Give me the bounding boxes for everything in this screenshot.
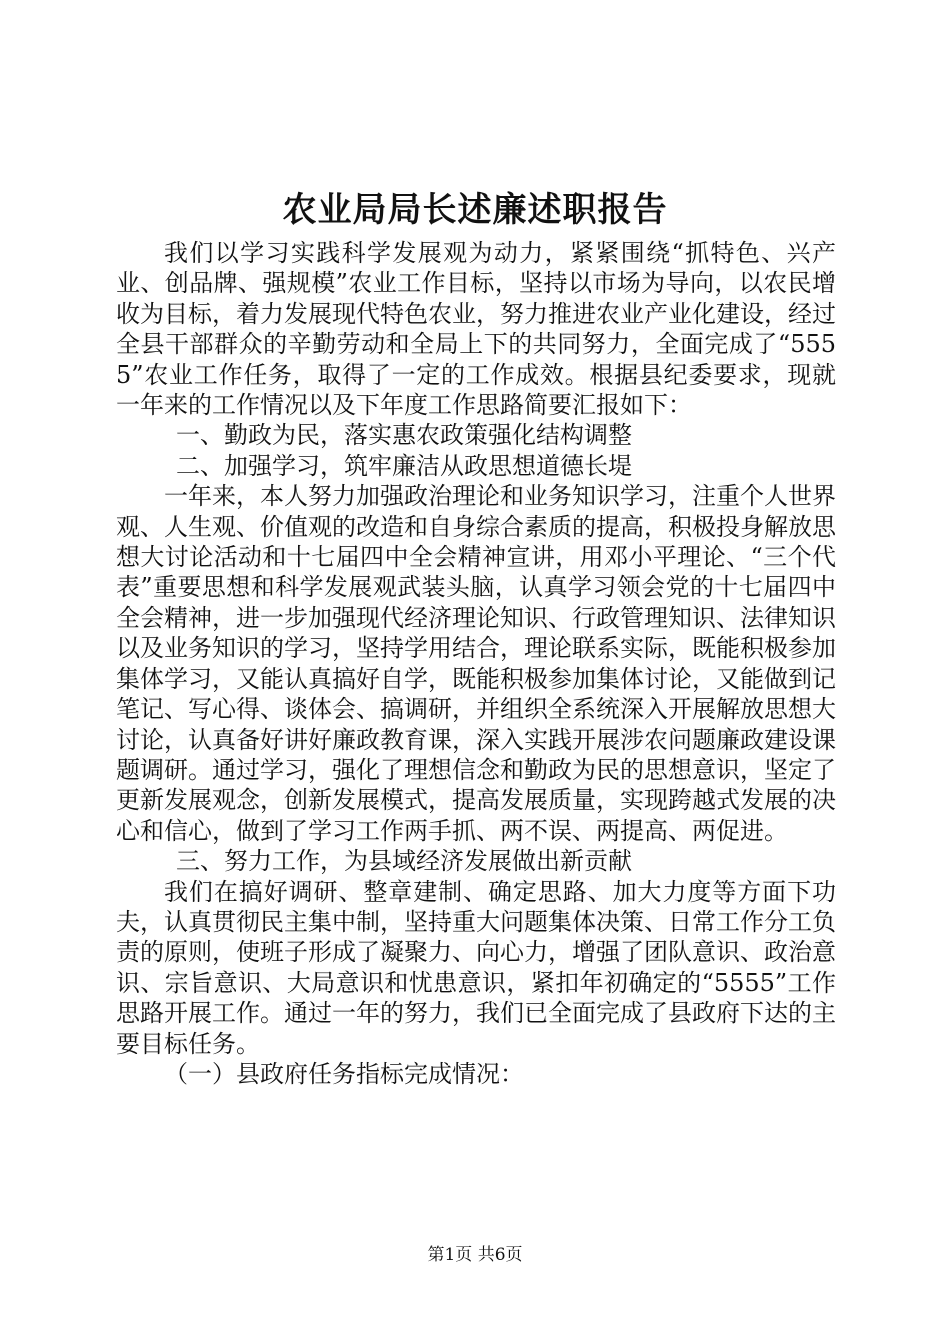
document-body — [116, 238, 836, 1089]
document-title: 农业局局长述廉述职报告 — [282, 190, 668, 230]
section-heading-3: 三、努力工作，为县域经济发展做出新贡献 — [176, 847, 632, 876]
section-heading-1: 一、勤政为民，落实惠农政策强化结构调整 — [176, 421, 632, 450]
subsection-heading-1: （一）县政府任务指标完成情况： — [164, 1059, 524, 1088]
section-heading-2: 二、加强学习，筑牢廉洁从政思想道德长堤 — [176, 451, 632, 480]
study-paragraph: 一年来，本人努力加强政治理论和业务知识学习，注重个人世界观、人生观、价值观的改造和自身综合素质的提高，积极投身解放思想大讨论活动和十七届四中全会精神宣讲，用邓小平理论、“三个代表”重要思想和科学发展观武装头脑，认真学习领会党的十七届四中全会精神，进一步加强现代经济理论知识、行政管理知识、法律知识以及业务知识的学习，坚持学用结合，理论联系实际，既能积极参加集体学习，又能认真搞好自学，既能积极参加集体讨论，又能做到记笔记、写心得、谈体会、搞调研，并组织全系统深入开展解放思想大讨论，认真备好讲好廉政教育课，深入实践开展涉农问题廉政建设课题调研。通过学习，强化了理想信念和勤政为民的思想意识，坚定了更新发展观念，创新发展模式，提高发展质量，实现跨越式发展的决心和信心，做到了学习工作两手抓、两不误、两提高、两促进。 — [116, 482, 836, 845]
work-paragraph: 我们在搞好调研、整章建制、确定思路、加大力度等方面下功夫，认真贯彻民主集中制，坚持重大问题集体决策、日常工作分工负责的原则，使班子形成了凝聚力、向心力，增强了团队意识、政治意识、宗旨意识、大局意识和忧患意识，紧扣年初确定的“5555”工作思路开展工作。通过一年的努力，我们已全面完成了县政府下达的主要目标任务。 — [116, 877, 836, 1058]
page-number-footer: 第1页 共6页 — [427, 1245, 523, 1265]
intro-paragraph: 我们以学习实践科学发展观为动力，紧紧围绕“抓特色、兴产业、创品牌、强规模”农业工作目标，坚持以市场为导向，以农民增收为目标，着力发展现代特色农业，努力推进农业产业化建设，经过全县干部群众的辛勤劳动和全局上下的共同努力，全面完成了“5555”农业工作任务，取得了一定的工作成效。根据县纪委要求，现就一年来的工作情况以及下年度工作思路简要汇报如下： — [116, 239, 836, 420]
